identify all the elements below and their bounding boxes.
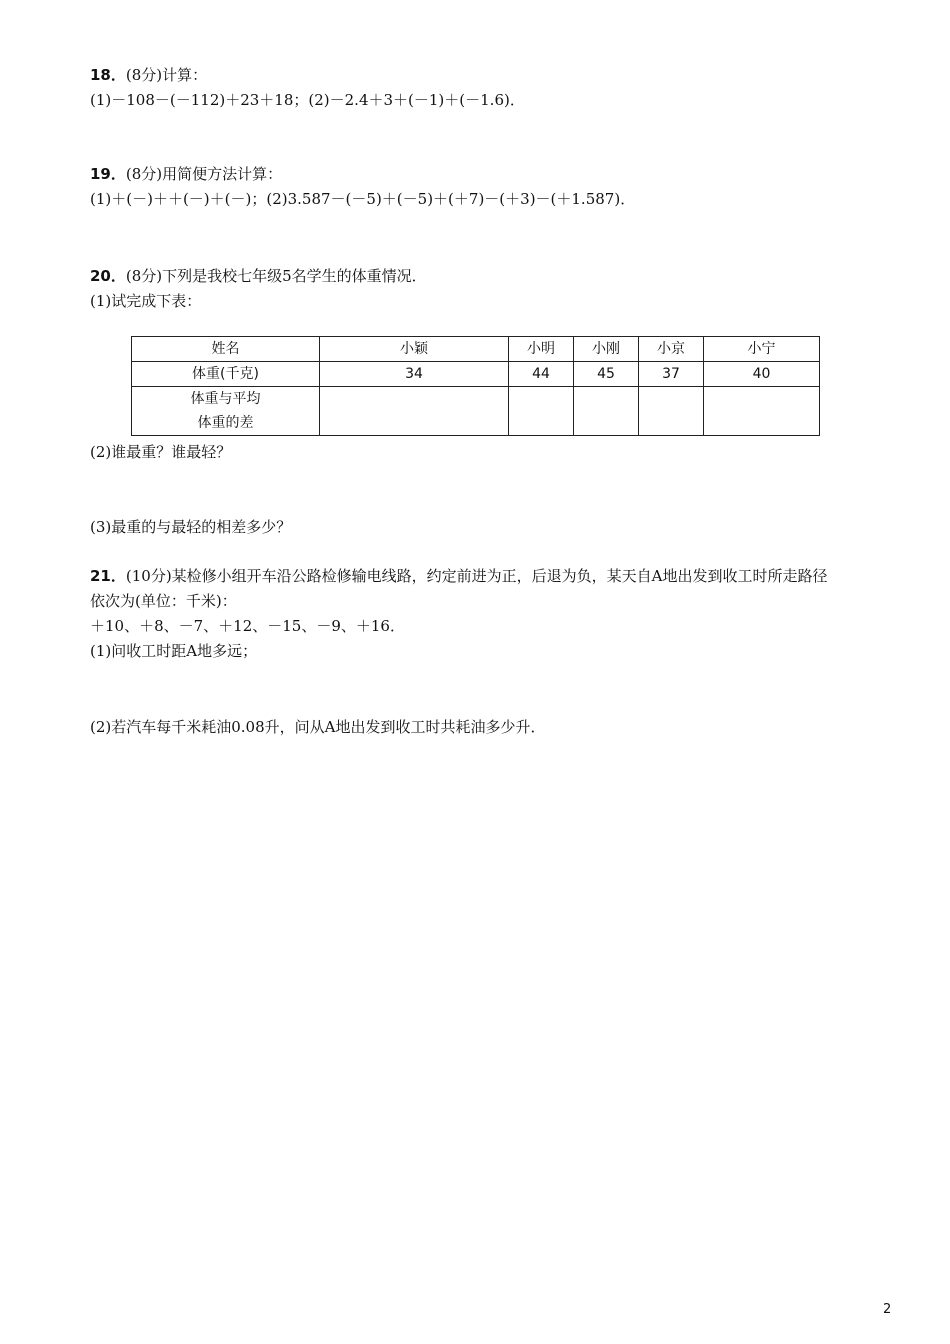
table-header-cell: 小京: [639, 337, 704, 362]
answer-cell: [574, 387, 639, 436]
q21-values: ＋10、＋8、－7、＋12、－15、－9、＋16．: [90, 617, 405, 635]
q21-heading: [90, 566, 828, 586]
q19-body: (1)＋(－)＋＋(－)＋(－)；(2)3.587－(－5)＋(－5)＋(＋7)－(＋3)－(＋1.587)．: [90, 190, 636, 208]
table-cell: 45: [574, 362, 639, 387]
table-cell: 37: [639, 362, 704, 387]
table-header-cell: 小宁: [704, 337, 820, 362]
q20-sub1: (1)试完成下表：: [90, 292, 202, 310]
table-header-row: [132, 337, 820, 362]
table-header-cell: 姓名: [132, 337, 320, 362]
answer-cell: [639, 387, 704, 436]
q18-title: (8分)计算：: [125, 66, 208, 84]
q20-number: 20．: [90, 267, 126, 285]
q20-title: (8分)下列是我校七年级5名学生的体重情况．: [125, 267, 427, 285]
q21-sub1: (1)问收工时距A地多远；: [90, 642, 258, 660]
q20-heading: [90, 266, 427, 286]
table-header-cell: 小刚: [574, 337, 639, 362]
page-number: 2: [883, 1302, 892, 1317]
q21-sub2: (2)若汽车每千米耗油0.08升，问从A地出发到收工时共耗油多少升．: [90, 718, 546, 736]
q21-number: 21．: [90, 567, 126, 585]
q21-title-line1: (10分)某检修小组开车沿公路检修输电线路，约定前进为正，后退为负，某天自A地出发到收工时所走路径: [125, 567, 828, 585]
table-row: [132, 362, 820, 387]
answer-cell: [704, 387, 820, 436]
q20-sub3: (3)最重的与最轻的相差多少？: [90, 518, 292, 536]
table-header-cell: 小明: [509, 337, 574, 362]
q20-sub2: (2)谁最重？谁最轻？: [90, 443, 232, 461]
table-cell: 44: [509, 362, 574, 387]
q18-number: 18．: [90, 66, 126, 84]
answer-cell: [320, 387, 509, 436]
table-cell: 40: [704, 362, 820, 387]
table-cell: 34: [320, 362, 509, 387]
row-label-weight: 体重(千克): [132, 362, 320, 387]
q19-number: 19．: [90, 165, 126, 183]
table-row: [132, 387, 820, 436]
q18-body: (1)－108－(－112)＋23＋18；(2)－2.4＋3＋(－1)＋(－1.6)．: [90, 91, 525, 109]
q19-heading: [90, 164, 282, 184]
q19-title: (8分)用简便方法计算：: [125, 165, 283, 183]
row-label-line: 体重与平均: [190, 391, 261, 407]
q18-heading: [90, 65, 207, 85]
row-label-difference: [132, 387, 320, 436]
q21-title-line2: 依次为(单位：千米)：: [90, 592, 237, 610]
row-label-line: 体重的差: [197, 415, 254, 431]
answer-cell: [509, 387, 574, 436]
table-header-cell: 小颖: [320, 337, 509, 362]
weight-table: [131, 336, 820, 436]
